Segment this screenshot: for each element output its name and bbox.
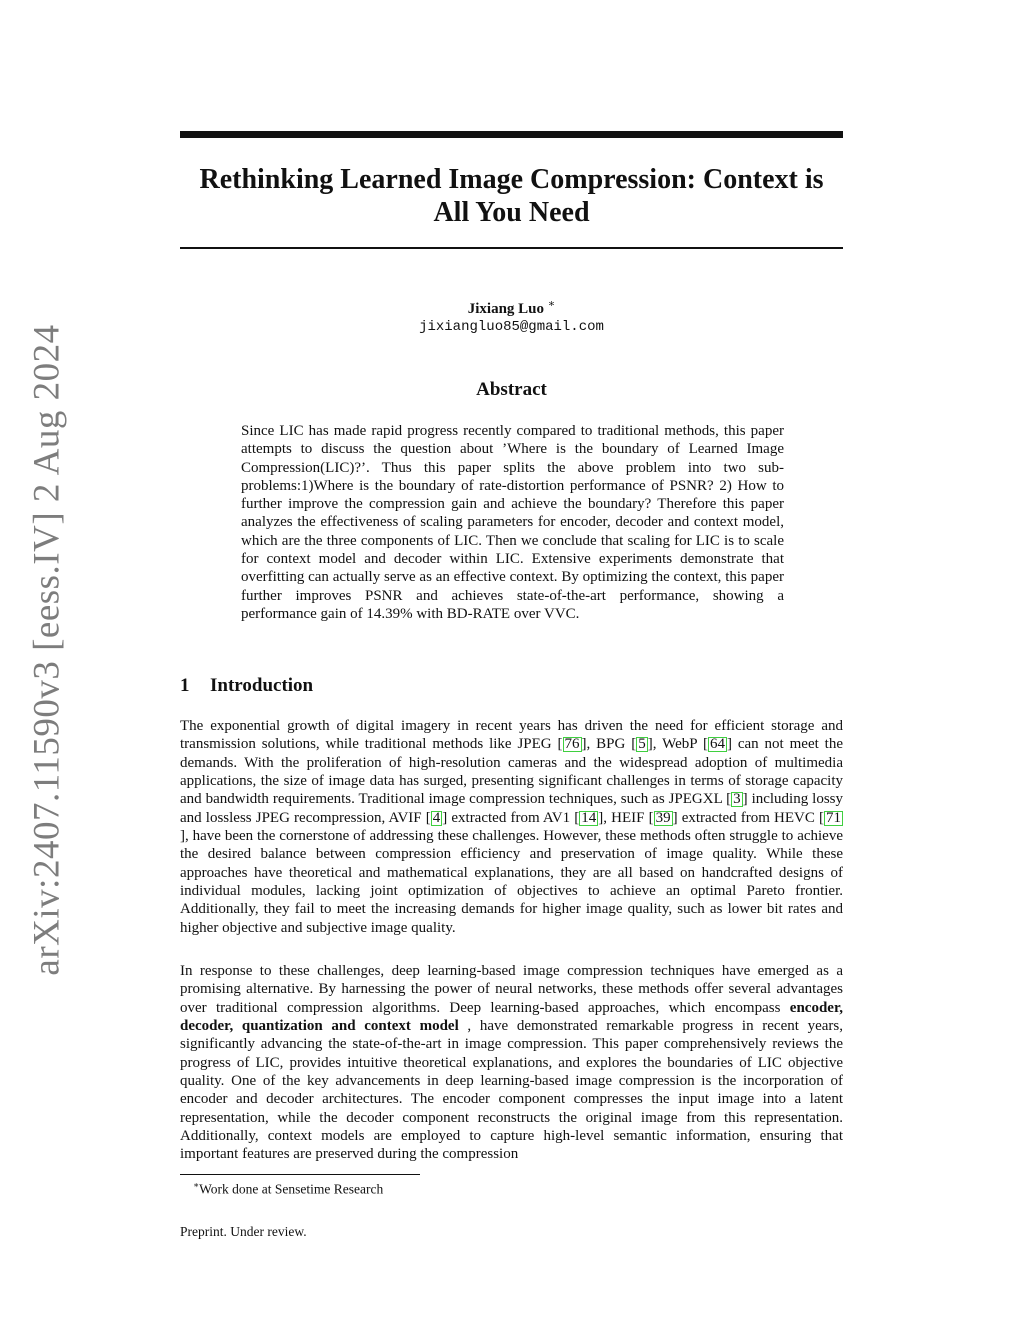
footnote-rule xyxy=(180,1174,420,1175)
abstract-body: Since LIC has made rapid progress recently compared to traditional methods, this paper attempts to discuss the question about ’Where is the boundary of Learned Image Compression(LIC)?’. Thus this paper splits the above problem into two sub-problems:1)Where is the boundary of rate-distortion performance of PSNR? 2) How to further improve the compression gain and achieve the boundary? Therefore this paper analyzes the effectiveness of scaling parameters for encoder, decoder and context model, which are the three components of LIC. Then we conclude that scaling for LIC is to scale for context model and decoder within LIC. Extensive experiments demonstrate that overfitting can actually serve as an effective context. By optimizing the context, this paper further improves PSNR and achieves state-of-the-art performance, showing a performance gain of 14.39% with BD-RATE over VVC. xyxy=(241,423,784,622)
abstract-heading: Abstract xyxy=(476,379,547,400)
text-run: ] extracted from AV1 [ xyxy=(442,809,580,826)
text-run: ] can not meet the demands. With the proliferation of high-resolution cameras and the widespread adoption of multimedia applications, the size of image data has surged, presenting significant challenges in terms of storage capacity and bandwidth requirements. Traditional image compression techniques, such as JPEGXL [ xyxy=(180,736,843,808)
text-run: ], HEIF [ xyxy=(598,809,654,826)
author-block xyxy=(180,295,843,336)
citation-link[interactable]: 71 xyxy=(826,809,842,826)
paper-title: Rethinking Learned Image Compression: Context is All You Need xyxy=(199,164,824,228)
citation-link[interactable]: 3 xyxy=(733,791,741,808)
text-run: , have demonstrated remarkable progress in recent years, significantly advancing the state-of-the-art in image compression. This paper comprehensively reviews the progress of LIC, provides intuitive theoretical explanations, and explores the boundaries of LIC objective quality. One of the key advancements in deep learning-based image compression is the incorporation of encoder and decoder architectures. The encoder component compresses the input image into a latent representation, while the decoder component reconstructs the original image from this representation. Additionally, context models are employed to capture high-level semantic information, ensuring that important features are preserved during the compression xyxy=(180,1018,843,1163)
author-email: jixiangluo85@gmail.com xyxy=(419,319,604,335)
citation-link[interactable]: 76 xyxy=(564,736,580,753)
title-top-rule xyxy=(180,131,843,138)
intro-paragraph-2 xyxy=(180,962,843,1164)
text-run: In response to these challenges, deep learning-based image compression techniques have emerged as a promising alternative. By harnessing the power of neural networks, these methods offer several advantages over traditional compression algorithms. Deep learning-based approaches, which encompass xyxy=(180,963,843,1016)
text-run: ], WebP [ xyxy=(647,736,708,753)
citation-link[interactable]: 14 xyxy=(581,809,597,826)
footnote-text: Work done at Sensetime Research xyxy=(199,1181,384,1197)
section-heading-introduction xyxy=(180,675,313,697)
citation-link[interactable]: 5 xyxy=(638,736,646,753)
citation-link[interactable]: 4 xyxy=(432,809,441,826)
bold-phrase: encoder, decoder, quantization and context model xyxy=(180,999,843,1035)
intro-paragraph-1 xyxy=(180,717,843,937)
citation-link[interactable]: 64 xyxy=(709,736,725,753)
text-run: The exponential growth of digital imagery in recent years has driven the need for efficient storage and transmission solutions, while traditional methods like JPEG [ xyxy=(180,718,843,753)
text-run: ], BPG [ xyxy=(581,736,637,753)
author-name-text: Jixiang Luo xyxy=(467,301,545,317)
footnote-mark: ∗ xyxy=(193,1180,200,1190)
section-title: Introduction xyxy=(210,675,314,696)
text-run: ] including lossy and lossless JPEG recompression, AVIF [ xyxy=(180,791,843,826)
author-footnote-mark: ∗ xyxy=(547,298,556,310)
footnote xyxy=(193,1177,383,1198)
author-name xyxy=(180,295,843,318)
citation-link[interactable]: 39 xyxy=(655,809,671,826)
text-run: ] extracted from HEVC [ xyxy=(672,809,825,826)
title-bottom-rule xyxy=(180,247,843,249)
section-number: 1 xyxy=(180,675,190,696)
text-run: ], have been the cornerstone of addressing these challenges. However, these methods often struggle to achieve the desired balance between compression efficiency and preservation of image quality. While these approaches have theoretical and mathematical explanations, they are all based on handcrafted designs of individual modules, lacking joint optimization of objectives to achieve an optimal Pareto frontier. Additionally, they fail to meet the increasing demands for higher image quality, such as lower bit rates and higher objective and subjective image quality. xyxy=(180,828,843,936)
preprint-note: Preprint. Under review. xyxy=(180,1224,307,1239)
arxiv-identifier-stamp: arXiv:2407.11590v3 [eess.IV] 2 Aug 2024 xyxy=(26,324,68,976)
